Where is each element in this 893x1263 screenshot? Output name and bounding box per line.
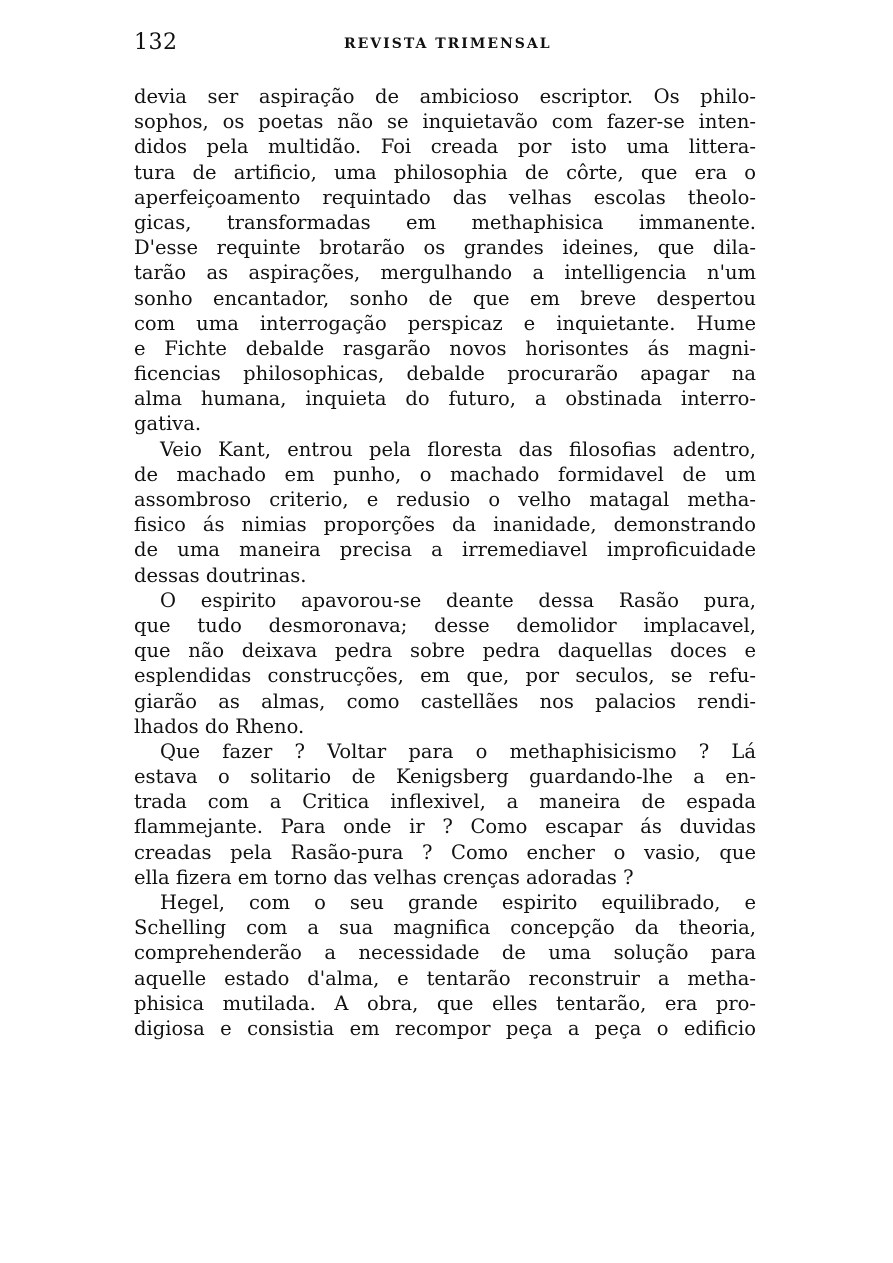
text-line: estava o solitario de Kenigsberg guardando-lhe a en-	[134, 765, 756, 789]
text-line: D'esse requinte brotarão os grandes ideines, que dila-	[134, 236, 756, 260]
paragraph	[134, 437, 756, 588]
text-line: Que fazer ? Voltar para o methaphisicismo ? Lá	[160, 739, 756, 763]
page-body	[134, 84, 756, 1041]
text-line: e Fichte debalde rasgarão novos horisontes ás magni-	[134, 336, 756, 360]
text-line: creadas pela Rasão-pura ? Como encher o vasio, que	[134, 840, 756, 864]
running-head: REVISTA TRIMENSAL	[344, 36, 552, 52]
text-line: devia ser aspiração de ambicioso escriptor. Os philo-	[134, 85, 756, 108]
text-line: Veio Kant, entrou pela floresta das filosofias adentro,	[160, 437, 756, 461]
text-line: que tudo desmoronava; desse demolidor implacavel,	[134, 613, 756, 637]
page-header	[134, 30, 756, 60]
paragraph	[134, 739, 756, 890]
text-line: aquelle estado d'alma, e tentarão reconstruir a metha-	[134, 966, 756, 990]
paragraph	[134, 588, 756, 739]
text-line: de machado em punho, o machado formidavel de um	[134, 462, 756, 486]
text-line: phisica mutilada. A obra, que elles tentarão, era pro-	[134, 991, 756, 1015]
text-line: didos pela multidão. Foi creada por isto uma littera-	[134, 135, 756, 159]
page-number: 132	[134, 30, 178, 55]
text-line: sonho encantador, sonho de que em breve despertou	[134, 286, 756, 310]
text-line: de uma maneira precisa a irremediavel improficuidade	[134, 538, 756, 562]
paragraph	[134, 84, 756, 437]
text-line: alma humana, inquieta do futuro, a obstinada interro-	[134, 387, 756, 411]
text-line: assombroso criterio, e redusio o velho matagal metha-	[134, 488, 756, 511]
text-line: digiosa e consistia em recompor peça a peça o edificio	[134, 1016, 756, 1040]
text-line: lhados do Rheno.	[134, 714, 305, 738]
text-line: Hegel, com o seu grande espirito equilibrado, e	[160, 891, 756, 914]
text-line: tarão as aspirações, mergulhando a intelligencia n'um	[134, 261, 756, 285]
text-line: gicas, transformadas em methaphisica immanente.	[134, 210, 756, 234]
text-line: fisico ás nimias proporções da inanidade, demonstrando	[134, 513, 756, 537]
text-line: que não deixava pedra sobre pedra daquellas doces e	[134, 639, 756, 663]
paragraph	[134, 890, 756, 1041]
text-line: ficencias philosophicas, debalde procurarão apagar na	[134, 362, 756, 386]
text-line: comprehenderão a necessidade de uma solução para	[134, 941, 756, 965]
text-line: flammejante. Para onde ir ? Como escapar ás duvidas	[134, 815, 756, 839]
text-line: tura de artificio, uma philosophia de côrte, que era o	[134, 160, 756, 184]
text-line: trada com a Critica inflexivel, a maneira de espada	[134, 790, 756, 814]
text-line: esplendidas construcções, em que, por seculos, se refu-	[134, 664, 756, 688]
text-line: sophos, os poetas não se inquietavão com fazer-se inten-	[134, 110, 756, 134]
text-line: Schelling com a sua magnifica concepção da theoria,	[134, 916, 756, 940]
text-line: com uma interrogação perspicaz e inquietante. Hume	[134, 311, 756, 335]
text-line: O espirito apavorou-se deante dessa Rasão pura,	[160, 588, 756, 612]
text-line: gativa.	[134, 412, 202, 436]
text-line: aperfeiçoamento requintado das velhas escolas theolo-	[134, 185, 756, 209]
text-line: dessas doutrinas.	[134, 563, 307, 587]
text-line: ella fizera em torno das velhas crenças adoradas ?	[134, 865, 634, 889]
text-line: giarão as almas, como castellães nos palacios rendi-	[134, 689, 756, 713]
